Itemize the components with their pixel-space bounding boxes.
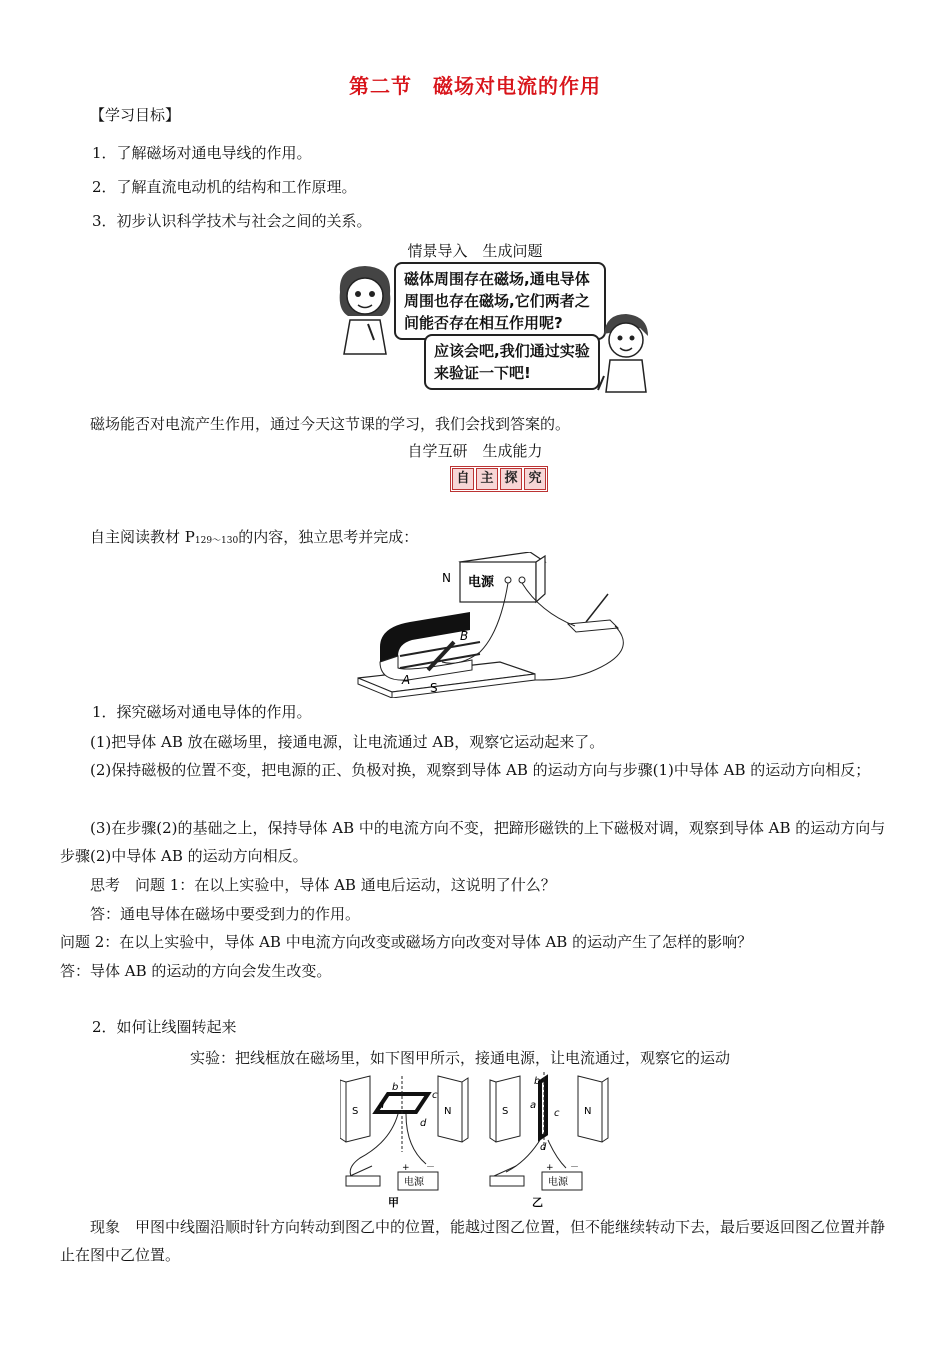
label-b: B: [460, 629, 469, 643]
svg-text:电源: 电源: [404, 1177, 424, 1188]
figure-jia: [340, 1076, 468, 1209]
label-a: A: [402, 673, 411, 687]
girl-speech-bubble: 磁体周围存在磁场,通电导体周围也存在磁场,它们两者之间能否存在相互作用呢?: [394, 262, 606, 340]
badge-char: 自: [452, 468, 474, 490]
girl-cartoon-icon: [330, 262, 400, 357]
caption-yi: 乙: [532, 1196, 543, 1209]
figure-yi: [490, 1072, 608, 1209]
svg-text:a: a: [530, 1100, 537, 1111]
question-2-title: 2．如何让线圈转起来: [92, 1018, 237, 1036]
svg-text:c: c: [432, 1090, 438, 1101]
svg-text:d: d: [540, 1142, 547, 1153]
phenomenon-text: 现象 甲图中线圈沿顺时针方向转动到图乙中的位置，能越过图乙位置，但不能继续转动下去，最后要返回图乙位置并静止在图中乙位置。: [60, 1218, 886, 1264]
pole-n-left: N: [444, 1106, 452, 1117]
power-label: 电源: [468, 575, 495, 590]
pole-s-left: S: [352, 1106, 359, 1117]
svg-text:+: +: [546, 1163, 554, 1173]
answer-2: 答：导体 AB 的运动的方向会发生改变。: [60, 962, 332, 980]
svg-text:a: a: [378, 1100, 385, 1111]
svg-text:b: b: [534, 1076, 541, 1087]
answer-1: 答：通电导体在磁场中要受到力的作用。: [90, 905, 361, 923]
svg-text:N: N: [584, 1106, 592, 1117]
step-2: (2)保持磁极的位置不变，把电源的正、负极对换，观察到导体 AB 的运动方向与步骤(1)中导体 AB 的运动方向相反；: [90, 761, 871, 779]
caption-jia: 甲: [388, 1196, 399, 1209]
think-question-1: 思考 问题 1：在以上实验中，导体 AB 通电后运动，这说明了什么？: [90, 876, 556, 894]
svg-text:+: +: [402, 1163, 410, 1173]
experiment-text: 实验：把线框放在磁场里，如下图甲所示，接通电源，让电流通过，观察它的运动: [190, 1049, 731, 1067]
svg-text:b: b: [392, 1082, 399, 1093]
badge-char: 探: [500, 468, 522, 490]
svg-text:c: c: [554, 1108, 560, 1119]
boy-cartoon-icon: [596, 310, 656, 395]
label-s: S: [430, 681, 438, 695]
self-explore-badge: [450, 466, 548, 492]
svg-text:电源: 电源: [548, 1177, 568, 1188]
badge-char: 究: [524, 468, 546, 490]
objective-item: 1．了解磁场对通电导线的作用。: [92, 144, 312, 162]
svg-text:－: －: [570, 1163, 580, 1173]
objective-item: 3．初步认识科学技术与社会之间的关系。: [92, 212, 372, 230]
step-3: (3)在步骤(2)的基础之上，保持导体 AB 中的电流方向不变，把蹄形磁铁的上下磁极对调，观察到导体 AB 的运动方向与步骤(2)中导体 AB 的运动方向相反。: [60, 819, 886, 865]
step-1: (1)把导体 AB 放在磁场里，接通电源，让电流通过 AB，观察它运动起来了。: [90, 733, 605, 751]
svg-text:S: S: [502, 1106, 509, 1117]
coil-rotation-figure: [340, 1072, 620, 1212]
svg-text:d: d: [420, 1118, 427, 1129]
boy-speech-bubble: 应该会吧,我们通过实验来验证一下吧!: [424, 334, 600, 390]
intro-text: 磁场能否对电流产生作用，通过今天这节课的学习，我们会找到答案的。: [90, 415, 571, 433]
question-1-title: 1．探究磁场对通电导体的作用。: [92, 703, 312, 721]
reading-instruction: 自主阅读教材 $P_{129\sim 130}$的内容，独立思考并完成：: [90, 528, 419, 546]
label-n: N: [442, 571, 451, 585]
svg-text:－: －: [426, 1163, 436, 1173]
badge-char: 主: [476, 468, 498, 490]
objectives-header: 【学习目标】: [90, 106, 181, 124]
scene-header: 情景导入 生成问题: [407, 242, 543, 260]
objective-item: 2．了解直流电动机的结构和工作原理。: [92, 178, 357, 196]
self-study-header: 自学互研 生成能力: [407, 442, 543, 460]
think-question-2: 问题 2：在以上实验中，导体 AB 中电流方向改变或磁场方向改变对导体 AB 的运动产生了怎样的影响？: [60, 933, 753, 951]
magnet-experiment-figure: [350, 552, 650, 698]
page-title: 第二节 磁场对电流的作用: [349, 74, 601, 98]
